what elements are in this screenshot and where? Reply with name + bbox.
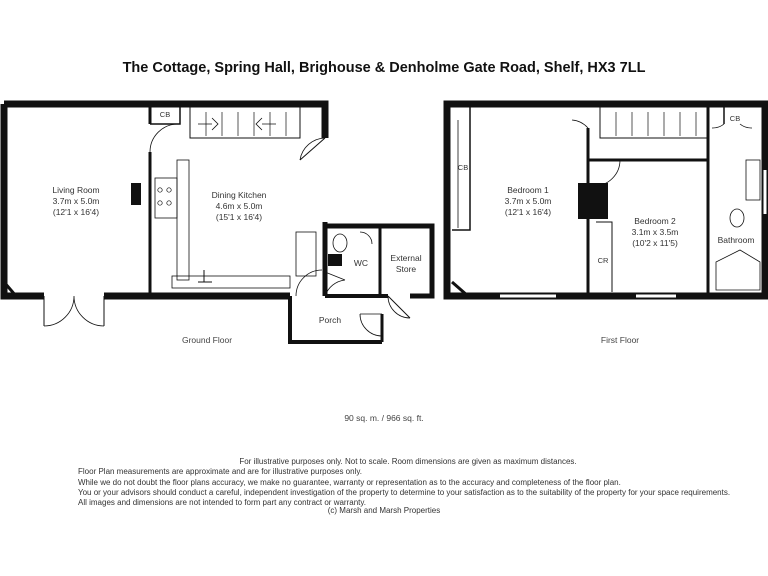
cr-label: CR — [597, 256, 609, 265]
first-cb-top-label: CB — [729, 114, 741, 123]
dining-kitchen-name: Dining Kitchen — [211, 190, 267, 200]
external-store-line2: Store — [395, 264, 417, 274]
ground-floor-label: Ground Floor — [181, 335, 233, 345]
bathroom-label: Bathroom — [717, 235, 755, 245]
external-store-line1: External — [390, 253, 422, 263]
dining-kitchen-imperial: (15'1 x 16'4) — [215, 212, 263, 222]
wc-label: WC — [353, 258, 369, 268]
living-room-imperial: (12'1 x 16'4) — [52, 207, 100, 217]
disclaimer-line-5: All images and dimensions are not intended to form part any contract or warranty. — [78, 498, 366, 508]
total-area: 90 sq. m. / 966 sq. ft. — [344, 413, 424, 423]
disclaimer-line-3: While we do not doubt the floor plans accuracy, we make no guarantee, warranty or representation as to the accuracy and completeness of the floor plan. — [78, 477, 621, 487]
bedroom-2-name: Bedroom 2 — [634, 216, 676, 226]
ground-floor-plan — [4, 104, 432, 342]
bedroom-1-imperial: (12'1 x 16'4) — [504, 207, 552, 217]
porch-label: Porch — [318, 315, 342, 325]
disclaimer-line-4: You or your advisors should conduct a careful, independent investigation of the property to determine to your satisfaction as to the suitability of the property for your space requirements. — [78, 487, 731, 497]
living-room-metric: 3.7m x 5.0m — [52, 196, 100, 206]
disclaimer-line-1: For illustrative purposes only. Not to scale. Room dimensions are given as maximum distances. — [239, 457, 577, 466]
first-cb-left-label: CB — [457, 163, 469, 172]
bedroom-1-metric: 3.7m x 5.0m — [504, 196, 552, 206]
disclaimer-line-2: Floor Plan measurements are approximate and are for illustrative purposes only. — [78, 467, 362, 477]
bedroom-1-name: Bedroom 1 — [507, 185, 549, 195]
disclaimer — [78, 457, 738, 508]
first-floor-plan — [447, 104, 767, 298]
plan-title: The Cottage, Spring Hall, Brighouse & Denholme Gate Road, Shelf, HX3 7LL — [122, 60, 646, 76]
dining-kitchen-metric: 4.6m x 5.0m — [215, 201, 263, 211]
first-floor-label: First Floor — [600, 335, 640, 345]
bedroom-2-metric: 3.1m x 3.5m — [631, 227, 679, 237]
ground-cb-label: CB — [159, 110, 171, 119]
bedroom-2-imperial: (10'2 x 11'5) — [632, 238, 678, 248]
copyright-credit: (c) Marsh and Marsh Properties — [327, 506, 441, 515]
living-room-name: Living Room — [52, 185, 100, 195]
